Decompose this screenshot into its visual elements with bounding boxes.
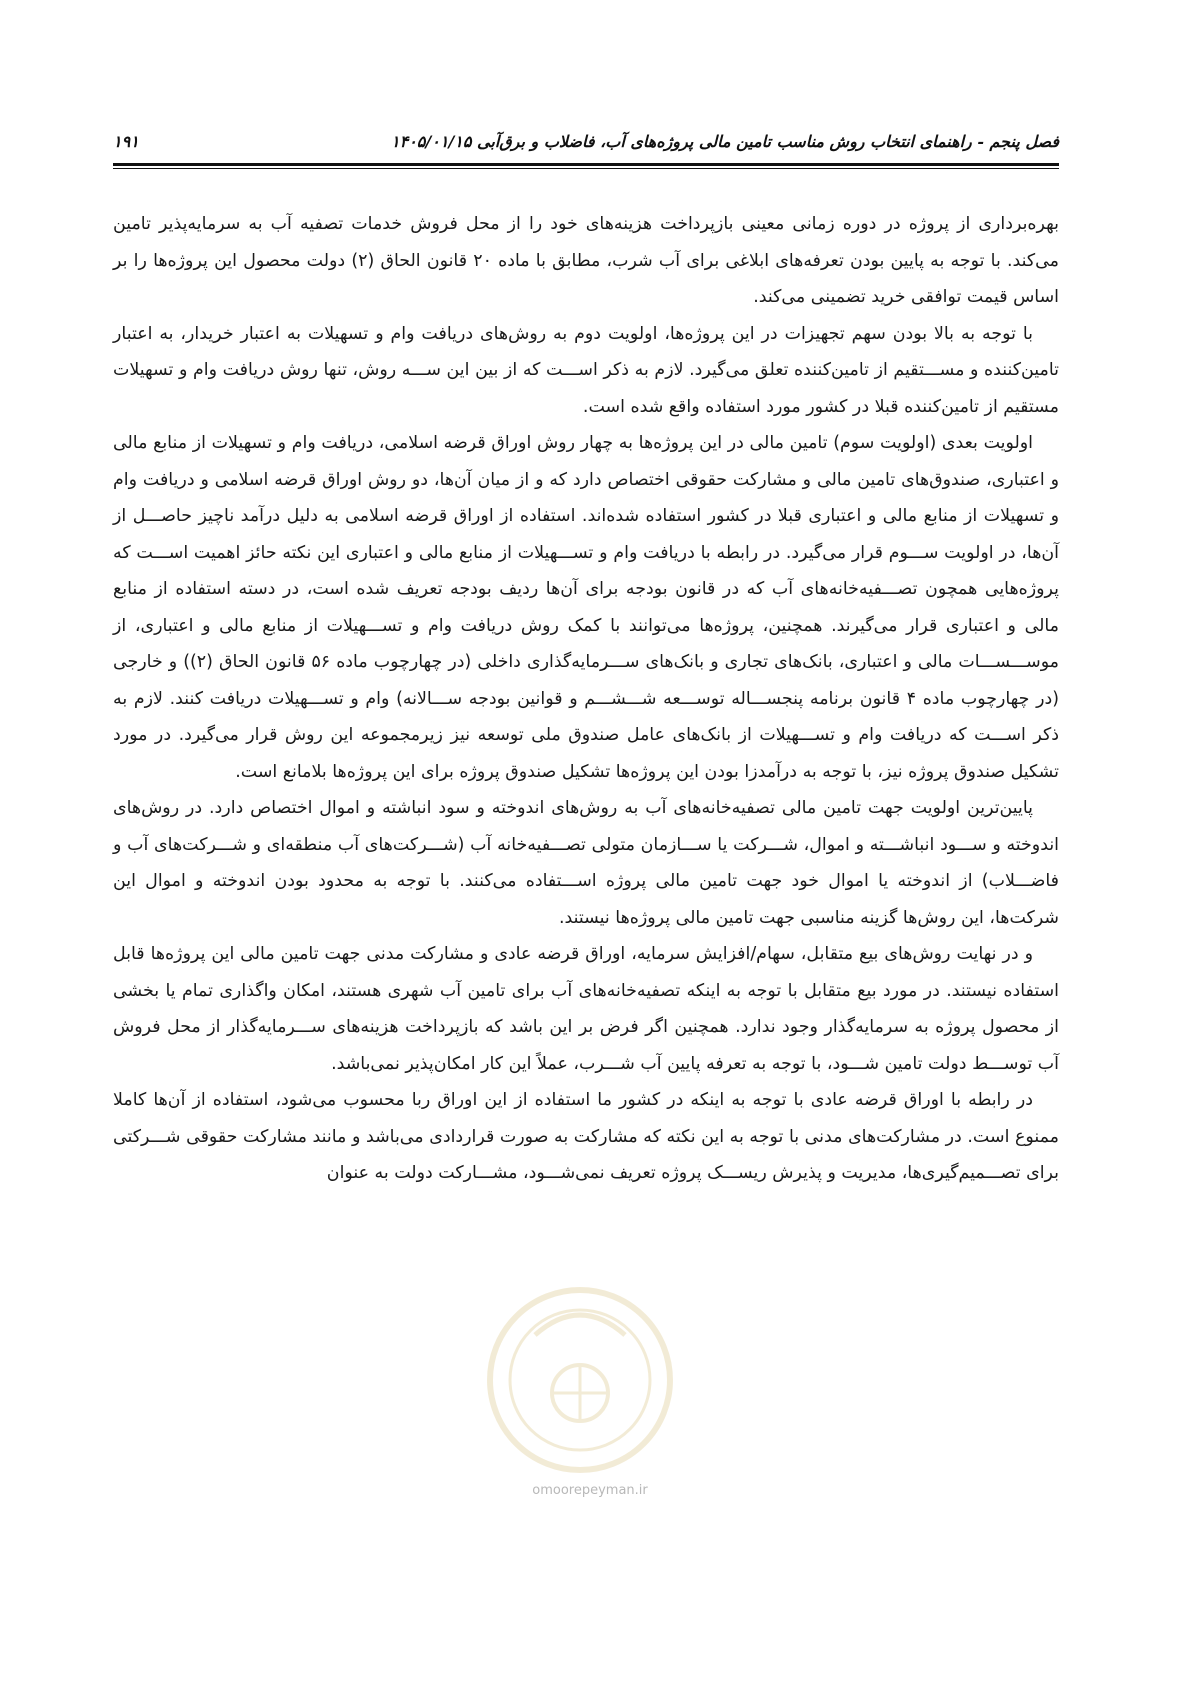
paragraph: و در نهایت روش‌های بیع متقابل، سهام/افزایش سرمایه، اوراق قرضه عادی و مشارکت مدنی جهت تامین مالی این پروژه‌ها قابل استفاده نیستند. در مورد بیع متقابل با توجه به اینکه تصفیه‌خانه‌های آب برای تامین آب شهری هستند، امکان واگذاری تمام یا بخشی از محصول پروژه به سرمایه‌گذار وجود ندارد. همچنین اگر فرض بر این باشد که بازپرداخت هزینه‌های ســـرمایه‌گذار از محل فروش آب توســـط دولت تامین شـــود، با توجه به تعرفه پایین آب شـــرب، عملاً این کار امکان‌پذیر نمی‌باشد.: [113, 944, 1059, 1074]
paragraph: در رابطه با اوراق قرضه عادی با توجه به اینکه در کشور ما استفاده از این اوراق ربا محسوب می‌شود، استفاده از آن‌ها کاملا ممنوع است. در مشارکت‌های مدنی با توجه به این نکته که مشارکت به صورت قراردادی می‌باشد و مانند مشارکت حقوقی شـــرکتی برای تصـــمیم‌گیری‌ها، مدیریت و پذیرش ریســـک پروژه تعریف نمی‌شـــود، مشـــارکت دولت به عنوان: [113, 1090, 1059, 1183]
paragraph: با توجه به بالا بودن سهم تجهیزات در این پروژه‌ها، اولویت دوم به روش‌های دریافت وام و تسهیلات به اعتبار خریدار، به اعتبار تامین‌کننده و مســـتقیم از تامین‌کننده تعلق می‌گیرد. لازم به ذکر اســـت که از بین این ســـه روش، تنها روش دریافت وام و تسهیلات مستقیم از تامین‌کننده قبلا در کشور مورد استفاده واقع شده است.: [113, 323, 1059, 417]
header-divider-thin: [113, 168, 1059, 169]
paragraph: پایین‌ترین اولویت جهت تامین مالی تصفیه‌خانه‌های آب به روش‌های اندوخته و سود انباشته و اموال اختصاص دارد. در روش‌های اندوخته و ســـود انباشـــته و اموال، شـــرکت یا ســـازمان متولی تصـــفیه‌خانه آب (شـــرکت‌های آب منطقه‌ای و شـــرکت‌های آب و فاضـــلاب) از اندوخته یا اموال خود جهت تامین مالی پروژه اســـتفاده می‌کنند. با توجه به محدود بودن اندوخته و اموال این شرکت‌ها، این روش‌ها گزینه مناسبی جهت تامین مالی پروژه‌ها نیستند.: [113, 798, 1059, 928]
watermark-logo: [480, 1275, 680, 1485]
page-number: ۱۹۱: [113, 132, 139, 151]
paragraph: اولویت بعدی (اولویت سوم) تامین مالی در این پروژه‌ها به چهار روش اوراق قرضه اسلامی، دریافت وام و تسهیلات از منابع مالی و اعتباری، صندوق‌های تامین مالی و مشارکت حقوقی اختصاص دارد که و از میان آن‌ها، دو روش اوراق قرضه اسلامی و دریافت وام و تسهیلات از منابع مالی و اعتباری قبلا در کشور استفاده شده‌اند. استفاده از اوراق قرضه اسلامی به دلیل درآمد ناچیز حاصـــل از آن‌ها، در اولویت ســـوم قرار می‌گیرد. در رابطه با دریافت وام و تســـهیلات از منابع مالی و اعتباری این نکته حائز اهمیت اســـت که پروژه‌هایی همچون تصـــفیه‌خانه‌های آب که در قانون بودجه برای آن‌ها ردیف بودجه تعریف شده است، در دسته استفاده از منابع مالی و اعتباری قرار می‌گیرند. همچنین، پروژه‌ها می‌توانند با کمک روش دریافت وام و تســـهیلات از منابع مالی و اعتباری، از موســـســـات مالی و اعتباری، بانک‌های تجاری و بانک‌های ســـرمایه‌گذاری داخلی (در چهارچوب ماده ۵۶ قانون الحاق (۲)) و خارجی (در چهارچوب ماده ۴ قانون برنامه پنجســـاله توســـعه شـــشـــم و قوانین بودجه ســـالانه) وام و تســـهیلات دریافت کنند. لازم به ذکر اســـت که دریافت وام و تســـهیلات از بانک‌های عامل صندوق ملی توسعه نیز زیرمجموعه این روش قرار می‌گیرد. در مورد تشکیل صندوق پروژه نیز، با توجه به درآمدزا بودن این پروژه‌ها تشکیل صندوق پروژه برای این پروژه‌ها بلامانع است.: [113, 433, 1060, 782]
chapter-title: فصل پنجم - راهنمای انتخاب روش مناسب تامین مالی پروژه‌های آب، فاضلاب و برق‌آبی ۱۴۰۵/۰۱/۱۵: [391, 132, 1059, 151]
watermark-url: omoorepeyman.ir: [532, 1483, 648, 1498]
page-header: [113, 128, 1059, 164]
header-divider: [113, 163, 1059, 166]
body-text: [113, 206, 1059, 1192]
paragraph: بهره‌برداری از پروژه در دوره زمانی معینی بازپرداخت هزینه‌های خود را از محل فروش خدمات تصفیه آب به سرمایه‌پذیر تامین می‌کند. با توجه به پایین بودن تعرفه‌های ابلاغی برای آب شرب، مطابق با ماده ۲۰ قانون الحاق (۲) دولت محصول این پروژه‌ها را بر اساس قیمت توافقی خرید تضمینی می‌کند.: [113, 214, 1059, 307]
seal-icon: [480, 1275, 680, 1485]
